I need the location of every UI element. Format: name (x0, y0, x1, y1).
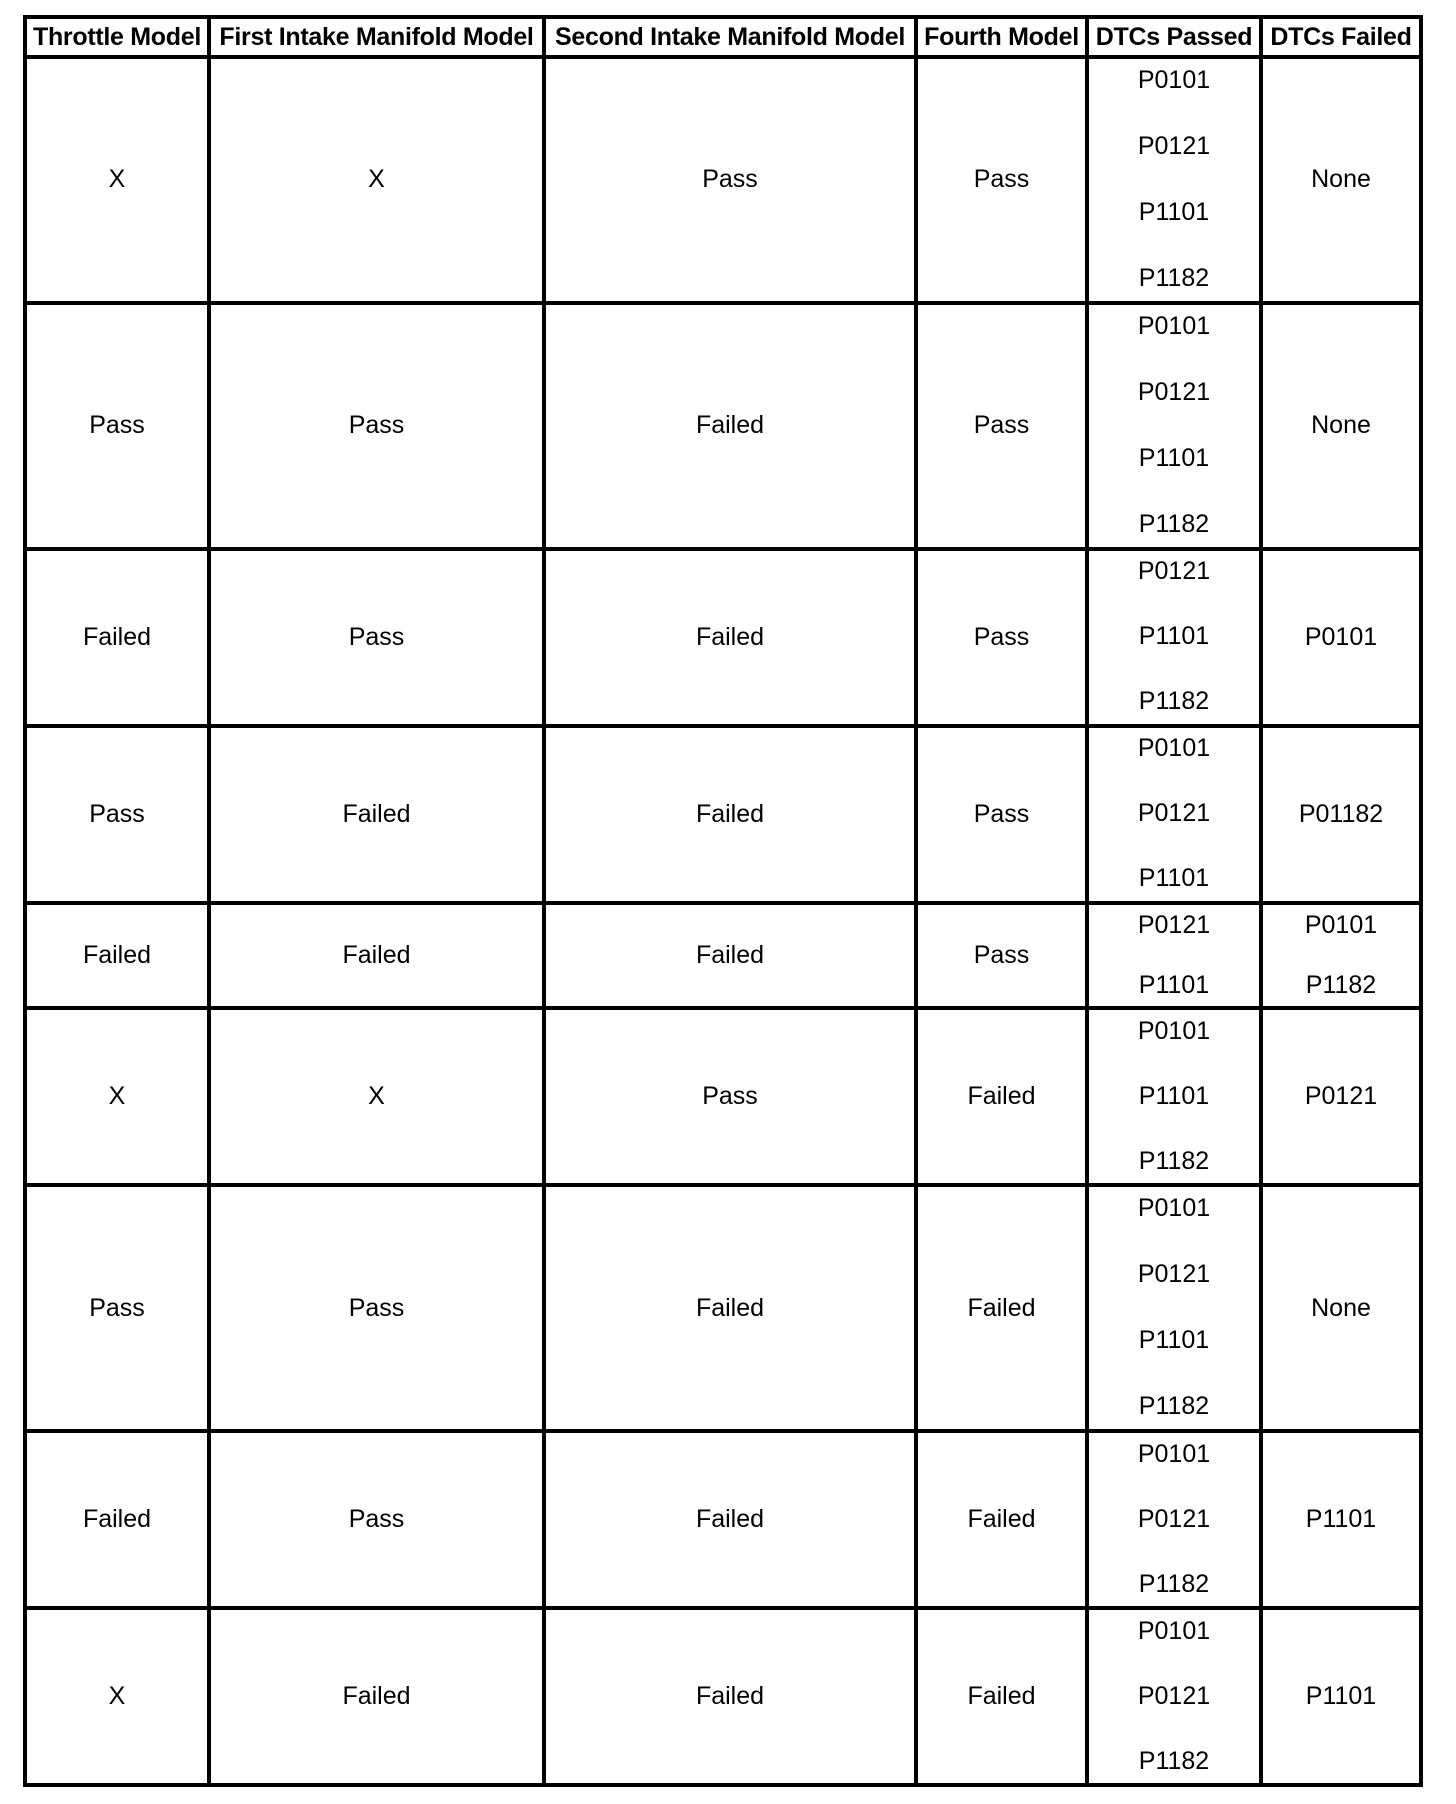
first-intake-manifold-cell: X (209, 57, 544, 303)
dtc-code: P0101 (1137, 1194, 1211, 1223)
first-intake-manifold-cell: X (209, 1008, 544, 1185)
dtc-code: P1101 (1138, 1326, 1210, 1355)
dtcs-passed-cell (1087, 57, 1261, 303)
fourth-model-cell: Failed (916, 1431, 1087, 1608)
fourth-model-cell: Pass (916, 303, 1087, 549)
dtcs-passed-cell (1087, 1431, 1261, 1608)
dtc-code: P0101 (1137, 311, 1211, 340)
second-intake-manifold-cell: Failed (544, 549, 916, 726)
dtc-code: P1101 (1138, 622, 1210, 651)
dtcs-failed-cell (1261, 1185, 1421, 1431)
dtcs-failed-cell (1261, 903, 1421, 1009)
col-header-fourth-model: Fourth Model (916, 17, 1087, 57)
throttle-model-cell: Pass (25, 726, 209, 903)
table-row (25, 1008, 1421, 1185)
dtc-code: P0101 (1137, 65, 1211, 94)
dtc-code: P1182 (1138, 1746, 1210, 1775)
throttle-model-cell: Failed (25, 549, 209, 726)
table-row (25, 1608, 1421, 1785)
first-intake-manifold-cell: Failed (209, 1608, 544, 1785)
dtc-code: P0121 (1137, 1260, 1211, 1289)
dtcs-passed-cell (1087, 1608, 1261, 1785)
second-intake-manifold-cell: Failed (544, 1608, 916, 1785)
table-row (25, 903, 1421, 1009)
dtcs-passed-cell (1087, 1185, 1261, 1431)
dtc-code: P1101 (1305, 1505, 1377, 1534)
fourth-model-cell: Failed (916, 1608, 1087, 1785)
dtc-code: P1182 (1138, 509, 1210, 538)
col-header-dtcs-passed: DTCs Passed (1087, 17, 1261, 57)
dtc-code: P1101 (1138, 443, 1210, 472)
dtcs-failed-cell (1261, 549, 1421, 726)
dtcs-failed-cell (1261, 726, 1421, 903)
fourth-model-cell: Pass (916, 549, 1087, 726)
dtc-test-results-table (23, 15, 1423, 1787)
table-row (25, 726, 1421, 903)
second-intake-manifold-cell: Failed (544, 303, 916, 549)
dtcs-passed-cell (1087, 726, 1261, 903)
dtc-code: P0101 (1304, 622, 1378, 651)
dtcs-failed-cell (1261, 1608, 1421, 1785)
dtcs-passed-cell (1087, 1008, 1261, 1185)
fourth-model-cell: Failed (916, 1185, 1087, 1431)
throttle-model-cell: X (25, 1008, 209, 1185)
fourth-model-cell: Pass (916, 903, 1087, 1009)
dtc-code: None (1311, 411, 1371, 440)
dtc-code: P0101 (1137, 1016, 1211, 1045)
second-intake-manifold-cell: Failed (544, 726, 916, 903)
dtc-code: P1101 (1305, 1682, 1377, 1711)
dtcs-failed-cell (1261, 57, 1421, 303)
dtcs-passed-cell (1087, 549, 1261, 726)
table-row (25, 1185, 1421, 1431)
dtcs-passed-cell (1087, 303, 1261, 549)
fourth-model-cell: Failed (916, 1008, 1087, 1185)
table-row (25, 57, 1421, 303)
dtc-code: P0101 (1137, 1439, 1211, 1468)
fourth-model-cell: Pass (916, 726, 1087, 903)
col-header-second-intake-manifold-model: Second Intake Manifold Model (544, 17, 916, 57)
dtc-code: P0121 (1137, 910, 1211, 939)
dtc-code: None (1311, 1293, 1371, 1322)
dtc-code: P0101 (1304, 910, 1378, 939)
dtcs-passed-cell (1087, 903, 1261, 1009)
dtc-code: P0121 (1137, 799, 1211, 828)
col-header-dtcs-failed: DTCs Failed (1261, 17, 1421, 57)
dtc-code: P0101 (1137, 1616, 1211, 1645)
col-header-first-intake-manifold-model: First Intake Manifold Model (209, 17, 544, 57)
throttle-model-cell: Pass (25, 1185, 209, 1431)
dtc-code: None (1311, 165, 1371, 194)
dtc-code: P1101 (1138, 197, 1210, 226)
first-intake-manifold-cell: Failed (209, 726, 544, 903)
dtc-code: P0101 (1137, 734, 1211, 763)
dtcs-failed-cell (1261, 1431, 1421, 1608)
dtc-code: P1101 (1138, 864, 1210, 893)
dtcs-failed-cell (1261, 1008, 1421, 1185)
dtcs-failed-cell (1261, 303, 1421, 549)
table-row (25, 303, 1421, 549)
first-intake-manifold-cell: Pass (209, 1431, 544, 1608)
second-intake-manifold-cell: Pass (544, 1008, 916, 1185)
throttle-model-cell: X (25, 57, 209, 303)
dtc-code: P0121 (1137, 1681, 1211, 1710)
throttle-model-cell: X (25, 1608, 209, 1785)
second-intake-manifold-cell: Failed (544, 1431, 916, 1608)
dtc-code: P0121 (1304, 1082, 1378, 1111)
first-intake-manifold-cell: Failed (209, 903, 544, 1009)
throttle-model-cell: Failed (25, 903, 209, 1009)
dtc-code: P1182 (1138, 1569, 1210, 1598)
second-intake-manifold-cell: Failed (544, 903, 916, 1009)
first-intake-manifold-cell: Pass (209, 549, 544, 726)
dtc-code: P0121 (1137, 1504, 1211, 1533)
dtc-code: P0121 (1137, 557, 1211, 586)
table-row (25, 549, 1421, 726)
first-intake-manifold-cell: Pass (209, 1185, 544, 1431)
fourth-model-cell: Pass (916, 57, 1087, 303)
table-row (25, 1431, 1421, 1608)
dtc-code: P1101 (1138, 970, 1210, 999)
dtc-code: P1182 (1138, 263, 1210, 292)
dtc-code: P1182 (1305, 970, 1377, 999)
dtc-code: P1182 (1138, 687, 1210, 716)
first-intake-manifold-cell: Pass (209, 303, 544, 549)
throttle-model-cell: Failed (25, 1431, 209, 1608)
dtc-code: P1182 (1138, 1392, 1210, 1421)
throttle-model-cell: Pass (25, 303, 209, 549)
dtc-code: P0121 (1137, 377, 1211, 406)
second-intake-manifold-cell: Failed (544, 1185, 916, 1431)
dtc-code: P1182 (1138, 1146, 1210, 1175)
second-intake-manifold-cell: Pass (544, 57, 916, 303)
col-header-throttle-model: Throttle Model (25, 17, 209, 57)
dtc-code: P1101 (1138, 1081, 1210, 1110)
header-row (25, 17, 1421, 57)
dtc-code: P0121 (1137, 131, 1211, 160)
dtc-code: P01182 (1298, 799, 1384, 828)
